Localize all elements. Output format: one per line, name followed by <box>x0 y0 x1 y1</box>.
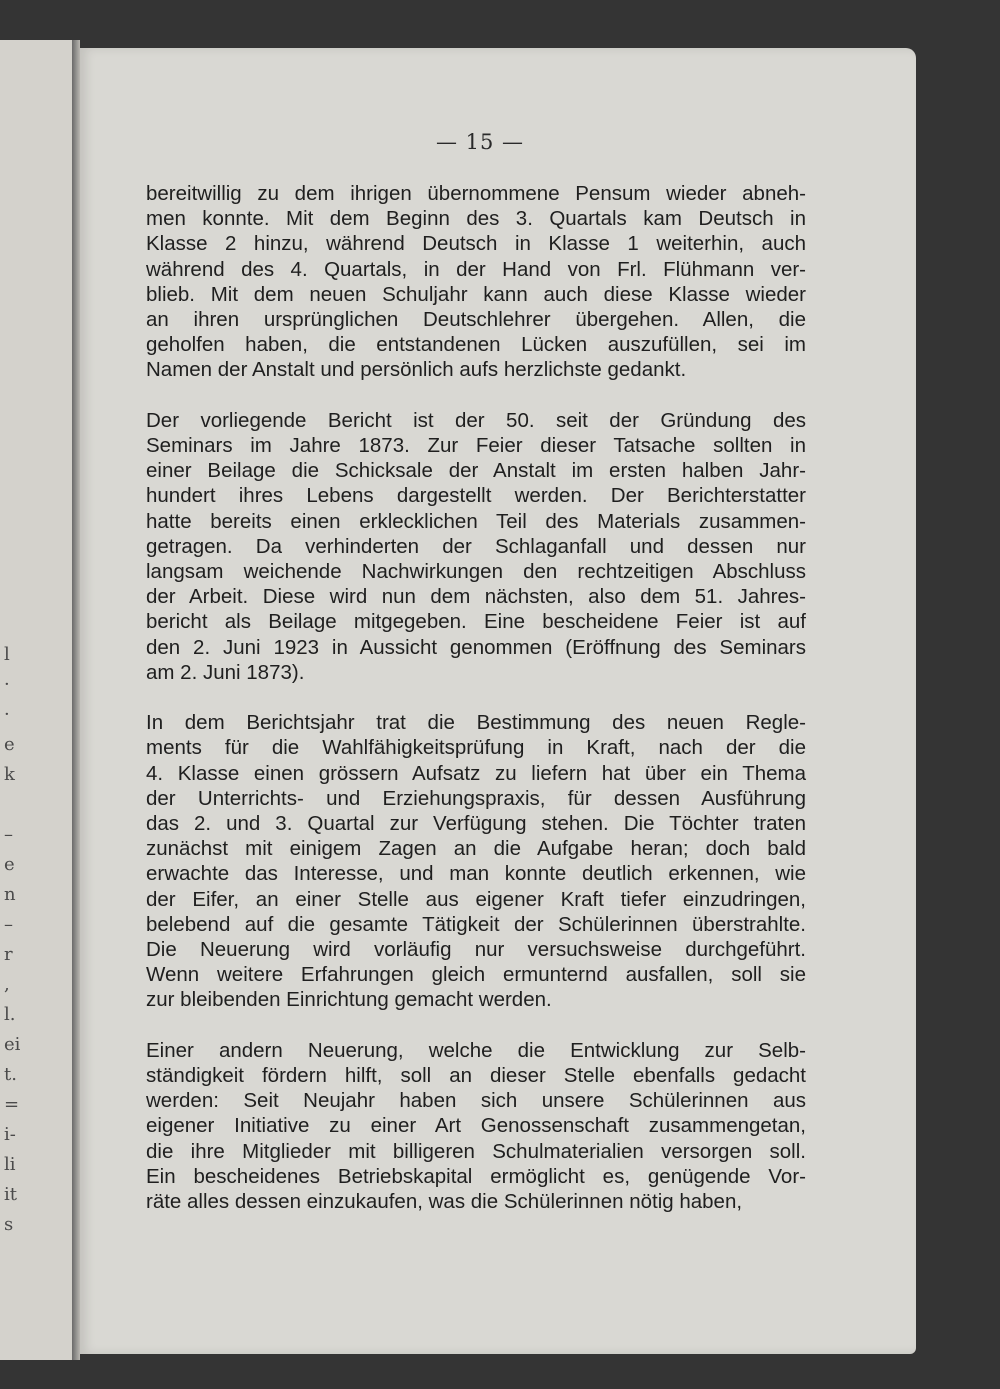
text-line: an ihren ursprünglichen Deutschlehrer übergehen. Allen, die <box>146 308 806 332</box>
text-line: geholfen haben, die entstandenen Lücken auszufüllen, sei im <box>146 333 806 357</box>
text-line: werden: Seit Neujahr haben sich unsere Schülerinnen aus <box>146 1089 806 1113</box>
margin-fragment: = <box>4 1094 20 1115</box>
left-margin-marks <box>4 640 22 1240</box>
margin-fragment: ei <box>4 1034 21 1055</box>
margin-fragment: l. <box>4 1004 16 1025</box>
text-line: Ein bescheidenes Betriebskapital ermöglicht es, genügende Vor- <box>146 1164 806 1188</box>
text-line: während des 4. Quartals, in der Hand von Frl. Flühmann ver- <box>146 257 806 281</box>
margin-fragment: , <box>4 974 10 995</box>
margin-fragment: e <box>4 854 15 875</box>
body-text <box>146 181 806 1239</box>
text-line: erwachte das Interesse, und man konnte deutlich erkennen, wie <box>146 862 806 886</box>
left-page-edge <box>0 40 72 1360</box>
margin-fragment: i- <box>4 1124 16 1145</box>
paragraph-4 <box>146 1038 806 1214</box>
text-line: das 2. und 3. Quartal zur Verfügung stehen. Die Töchter traten <box>146 812 806 836</box>
text-line: bereitwillig zu dem ihrigen übernommene Pensum wieder abneh- <box>146 182 806 205</box>
margin-fragment: t. <box>4 1064 17 1085</box>
text-line: am 2. Juni 1873). <box>146 660 305 684</box>
paragraph-1 <box>146 181 806 383</box>
margin-fragment: n <box>4 884 16 905</box>
text-line: der Eifer, an einer Stelle aus eigener Kraft tiefer einzudringen, <box>146 887 806 911</box>
page-number: — 15 — <box>435 130 525 154</box>
text-line: 4. Klasse einen grössern Aufsatz zu liefern hat über ein Thema <box>146 761 806 785</box>
text-line: Die Neuerung wird vorläufig nur versuchsweise durchgeführt. <box>146 938 806 962</box>
text-line: räte alles dessen einzukaufen, was die Schülerinnen nötig haben, <box>146 1190 743 1214</box>
text-line: der Arbeit. Diese wird nun dem nächsten, also dem 51. Jahres- <box>146 585 806 609</box>
margin-fragment: · <box>4 704 10 725</box>
margin-fragment <box>4 790 22 820</box>
text-line: getragen. Da verhinderten der Schlaganfall und dessen nur <box>146 534 806 558</box>
margin-fragment: k <box>4 764 15 785</box>
text-line: In dem Berichtsjahr trat die Bestimmung des neuen Regle- <box>146 711 806 735</box>
text-line: ments für die Wahlfähigkeitsprüfung in Kraft, nach der die <box>146 736 806 760</box>
text-line: zunächst mit einigem Zagen an die Aufgabe heran; doch bald <box>146 837 806 861</box>
text-line: hatte bereits einen erklecklichen Teil des Materials zusammen- <box>146 509 806 533</box>
text-line: men konnte. Mit dem Beginn des 3. Quartals kam Deutsch in <box>146 207 806 231</box>
text-line: belebend auf die gesamte Tätigkeit der Schülerinnen überstrahlte. <box>146 912 806 936</box>
text-line: zur bleibenden Einrichtung gemacht werden. <box>146 988 552 1012</box>
text-line: Seminars im Jahre 1873. Zur Feier dieser Tatsache sollten in <box>146 434 806 458</box>
text-line: eigener Initiative zu einer Art Genossenschaft zusammengetan, <box>146 1114 806 1138</box>
margin-fragment: e <box>4 734 15 755</box>
margin-fragment: r <box>4 944 13 965</box>
text-line: Klasse 2 hinzu, während Deutsch in Klasse 1 weiterhin, auch <box>146 232 806 256</box>
margin-fragment: li <box>4 1154 16 1175</box>
text-line: ständigkeit fördern hilft, soll an dieser Stelle ebenfalls gedacht <box>146 1064 806 1088</box>
margin-fragment: l <box>4 644 10 665</box>
text-line: einer Beilage die Schicksale der Anstalt im ersten halben Jahr- <box>146 459 806 483</box>
text-line: der Unterrichts- und Erziehungspraxis, für dessen Ausführung <box>146 786 806 810</box>
margin-fragment: s <box>4 1214 14 1235</box>
text-line: langsam weichende Nachwirkungen den rechtzeitigen Abschluss <box>146 560 806 584</box>
paragraph-3 <box>146 710 806 1012</box>
text-line: den 2. Juni 1923 in Aussicht genommen (Eröffnung des Seminars <box>146 635 806 659</box>
book-gutter <box>72 40 80 1360</box>
paragraph-2 <box>146 408 806 685</box>
margin-fragment: it <box>4 1184 17 1205</box>
margin-fragment: · <box>4 674 10 695</box>
text-line: bericht als Beilage mitgegeben. Eine bescheidene Feier ist auf <box>146 610 806 634</box>
text-line: hundert ihres Lebens dargestellt werden. Der Berichterstatter <box>146 484 806 508</box>
text-line: Wenn weitere Erfahrungen gleich ermunternd ausfallen, soll sie <box>146 963 806 987</box>
text-line: Einer andern Neuerung, welche die Entwicklung zur Selb- <box>146 1038 806 1062</box>
text-line: Namen der Anstalt und persönlich aufs herzlichste gedankt. <box>146 358 687 382</box>
text-line: Der vorliegende Bericht ist der 50. seit der Gründung des <box>146 408 806 432</box>
text-line: die ihre Mitglieder mit billigeren Schulmaterialien versorgen soll. <box>146 1139 806 1163</box>
book-page <box>80 48 916 1354</box>
margin-fragment: – <box>4 914 13 935</box>
margin-fragment: – <box>4 824 13 845</box>
text-line: blieb. Mit dem neuen Schuljahr kann auch diese Klasse wieder <box>146 282 806 306</box>
